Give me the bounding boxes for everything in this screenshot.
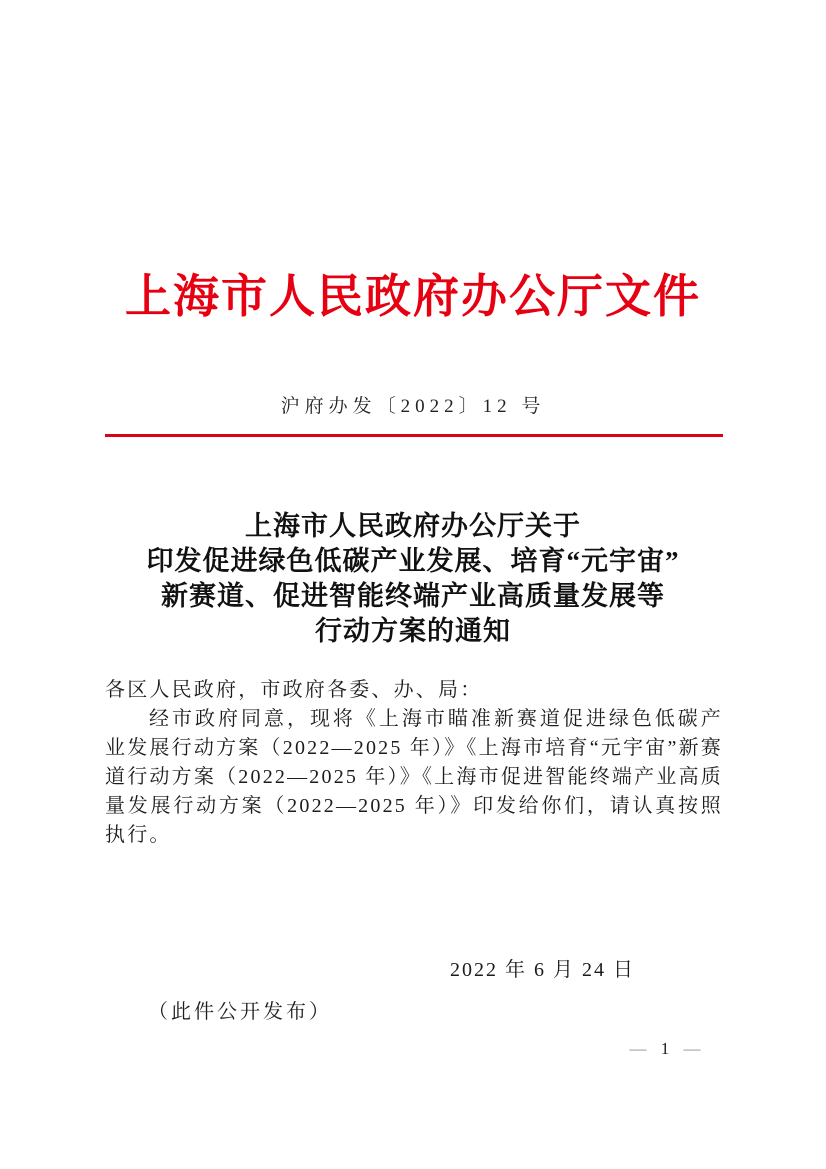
document-body — [105, 676, 723, 850]
red-divider-line — [105, 434, 723, 437]
document-title-line-1: 上海市人民政府办公厅关于 — [245, 511, 581, 541]
page-number-value: 1 — [660, 1039, 670, 1058]
document-reference-number: 沪府办发〔2022〕12 号 — [280, 396, 546, 417]
red-letterhead-title: 上海市人民政府办公厅文件 — [125, 271, 701, 322]
salutation-line: 各区人民政府，市政府各委、办、局： — [105, 679, 483, 701]
document-title-line-2: 印发促进绿色低碳产业发展、培育“元宇宙” — [146, 546, 680, 576]
document-title — [85, 509, 741, 649]
page-number — [560, 1037, 770, 1061]
issue-date: 2022 年 6 月 24 日 — [450, 959, 635, 981]
document-title-line-3: 新赛道、促进智能终端产业高质量发展等 — [161, 581, 665, 611]
page-number-right-dash: — — [683, 1039, 701, 1058]
page-number-left-dash: — — [629, 1039, 647, 1058]
document-title-line-4: 行动方案的通知 — [315, 616, 511, 646]
public-release-note: （此件公开发布） — [148, 1001, 332, 1023]
body-paragraph: 经市政府同意，现将《上海市瞄准新赛道促进绿色低碳产业发展行动方案（2022—2025 年）》《上海市培育“元宇宙”新赛道行动方案（2022—2025 年）》《上海市促进智能终端产业高质量发展行动方案（2022—2025 年）》印发给你们，请认真按照执行。 — [105, 708, 723, 846]
